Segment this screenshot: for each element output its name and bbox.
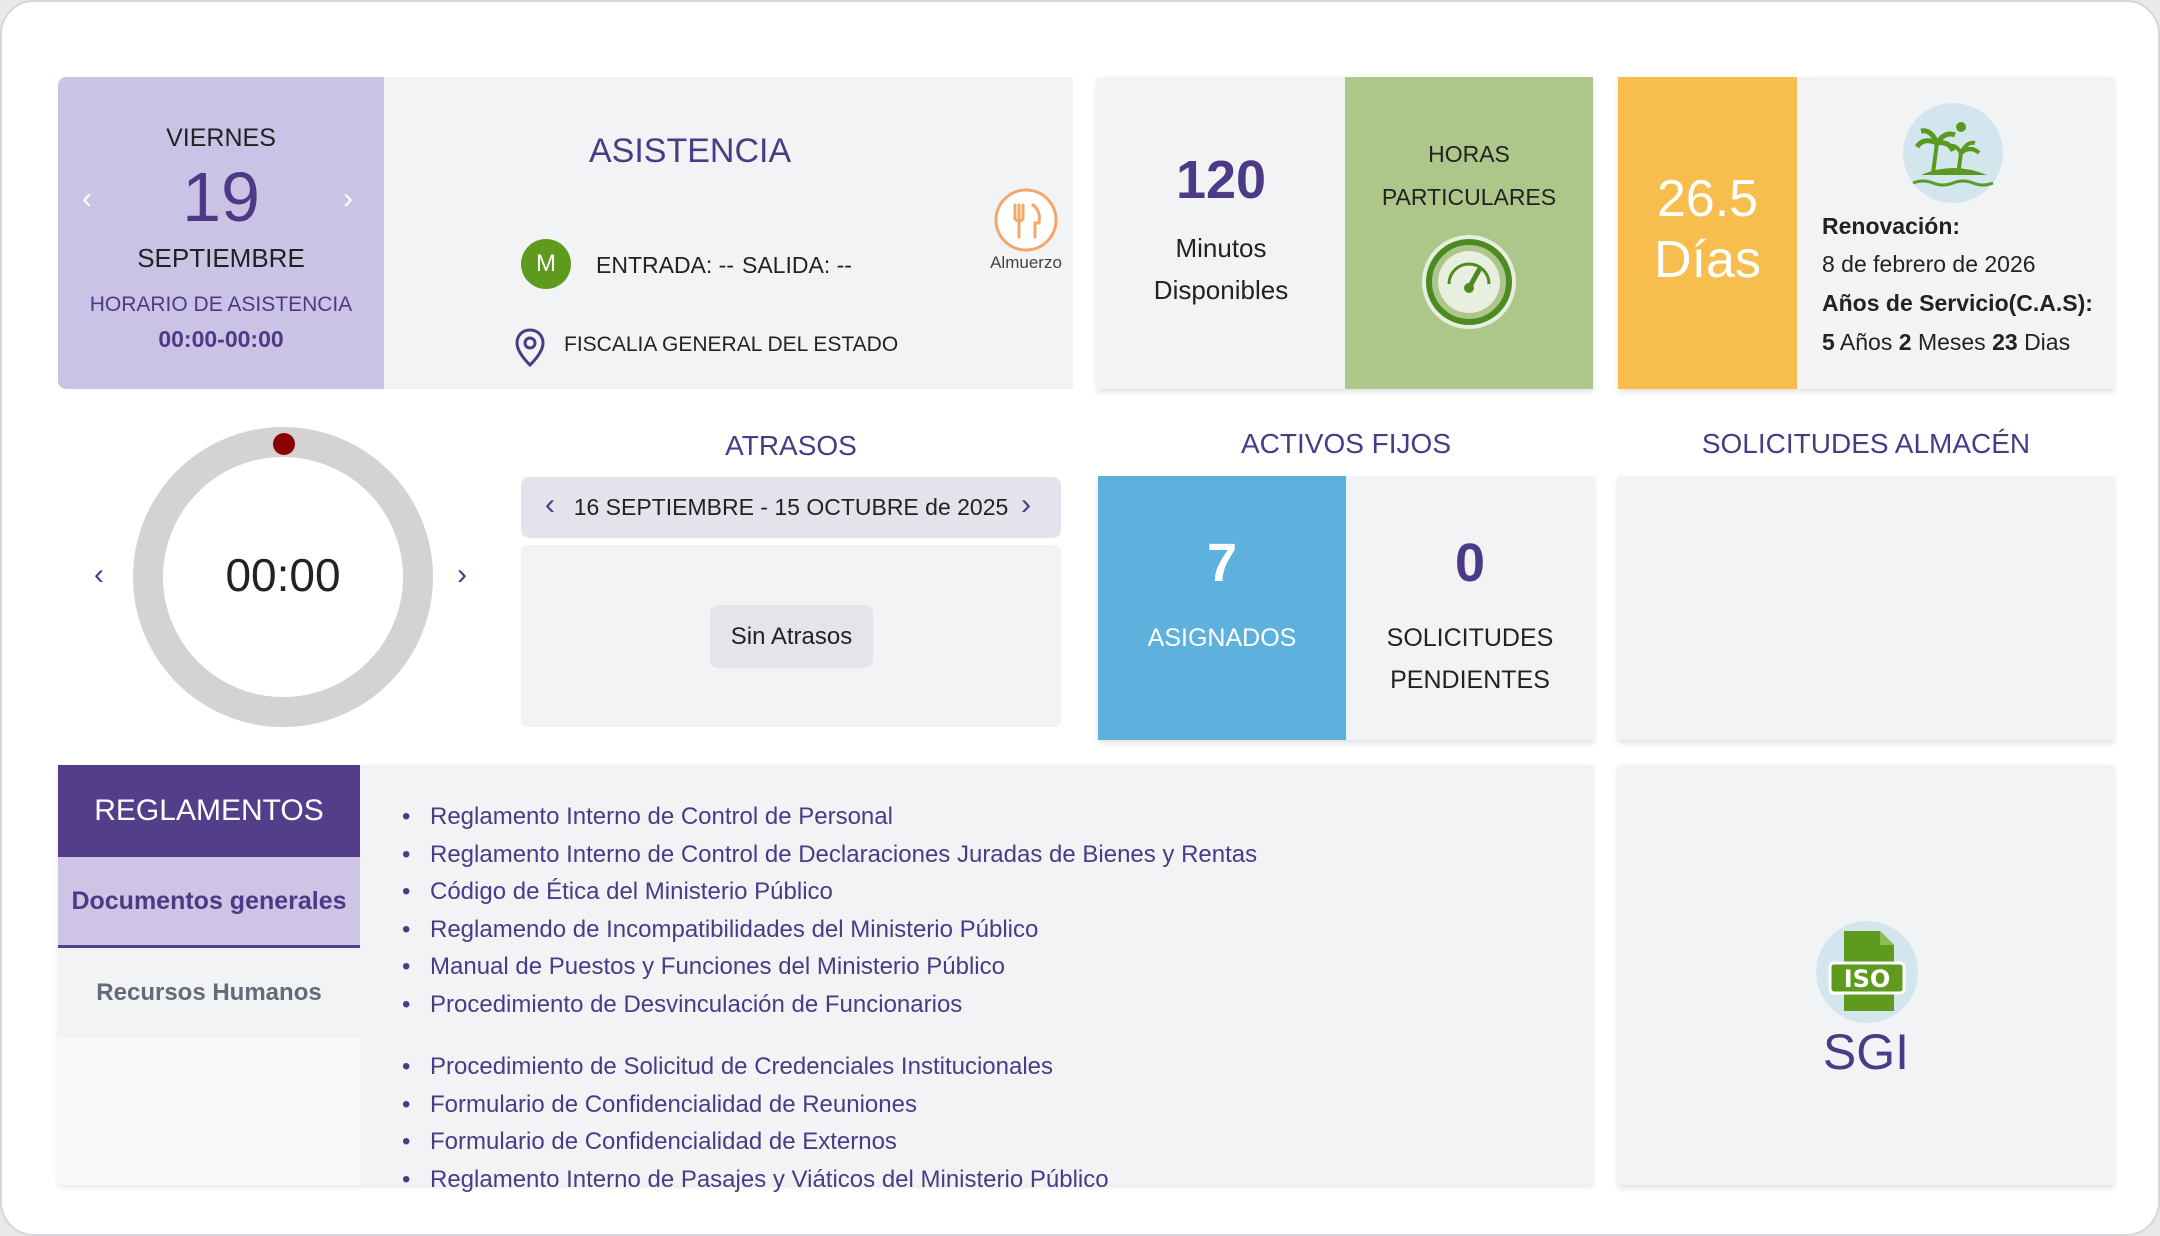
sgi-label: SGI — [1822, 1024, 1910, 1080]
hours-card — [1097, 77, 1593, 389]
reglamentos-card — [58, 765, 1593, 1193]
sgi-card[interactable] — [1618, 765, 2114, 1185]
assigned-label: ASIGNADOS — [1147, 624, 1297, 652]
chevron-left-icon: ‹ — [82, 182, 92, 215]
tab-documentos-generales[interactable]: Documentos generales — [58, 857, 360, 948]
service-days: 23 — [1992, 329, 2018, 355]
document-link[interactable]: • Reglamendo de Incompatibilidades del Ministerio Público — [404, 911, 1257, 949]
document-list-group1 — [404, 798, 1257, 1023]
document-link[interactable]: • Procedimiento de Solicitud de Credenciales Institucionales — [404, 1048, 1109, 1086]
timer-value: 00:00 — [225, 549, 341, 601]
document-link[interactable]: • Procedimiento de Desvinculación de Funcionarios — [404, 986, 1257, 1024]
vacation-card — [1618, 77, 2114, 389]
chevron-right-icon: › — [1021, 488, 1031, 521]
document-link[interactable]: • Manual de Puestos y Funciones del Ministerio Público — [404, 948, 1257, 986]
chevron-right-icon: › — [343, 182, 353, 215]
schedule-value: 00:00-00:00 — [158, 326, 284, 352]
tab-recursos-humanos[interactable]: Recursos Humanos — [58, 948, 360, 1038]
speedometer-icon — [1419, 232, 1519, 332]
service-years-word: Años — [1839, 329, 1893, 355]
activos-card — [1098, 476, 1594, 740]
renewal-label: Renovación: — [1822, 213, 1961, 239]
document-link[interactable]: • Formulario de Confidencialidad de Externos — [404, 1123, 1109, 1161]
service-years: 5 — [1822, 329, 1835, 355]
attendance-title: ASISTENCIA — [589, 132, 792, 170]
document-list-group2 — [404, 1048, 1109, 1198]
document-link[interactable]: • Reglamento Interno de Control de Personal — [404, 798, 1257, 836]
day-number: 19 — [182, 158, 260, 236]
assigned-value: 7 — [1206, 533, 1238, 593]
hours-title-line2: PARTICULARES — [1381, 184, 1557, 210]
chevron-left-icon: ‹ — [545, 488, 555, 521]
atrasos-next-button[interactable] — [1021, 490, 1031, 520]
weekday-label: VIERNES — [166, 124, 276, 152]
entry-time: ENTRADA: -- — [596, 252, 734, 278]
timer-prev-button[interactable] — [94, 560, 104, 590]
minutes-line2: Disponibles — [1153, 275, 1289, 305]
chevron-left-icon: ‹ — [94, 558, 104, 591]
atrasos-period-bar — [521, 477, 1061, 538]
fork-knife-icon[interactable] — [993, 187, 1059, 253]
hours-title-line1: HORAS — [1428, 141, 1510, 167]
vacation-days-value: 26.5 — [1656, 170, 1759, 228]
almacen-card — [1618, 476, 2114, 740]
exit-time: SALIDA: -- — [742, 252, 852, 278]
reglamentos-sidebar — [58, 765, 360, 1185]
vacation-days-panel — [1618, 77, 1797, 389]
hours-particulares-panel[interactable] — [1345, 77, 1593, 389]
service-duration — [1822, 329, 2070, 356]
almacen-title: SOLICITUDES ALMACÉN — [1701, 428, 2031, 459]
pending-value: 0 — [1454, 533, 1486, 593]
map-pin-icon — [514, 328, 546, 368]
iso-document-icon — [1816, 921, 1918, 1023]
location-label: FISCALIA GENERAL DEL ESTADO — [564, 333, 899, 356]
iso-badge-text: ISO — [1843, 965, 1891, 993]
next-day-button[interactable] — [343, 184, 353, 214]
atrasos-title: ATRASOS — [725, 430, 857, 461]
document-link[interactable]: • Reglamento Interno de Pasajes y Viáticos del Ministerio Público — [404, 1161, 1109, 1199]
schedule-label: HORARIO DE ASISTENCIA — [89, 293, 353, 316]
vacation-days-unit: Días — [1654, 231, 1761, 289]
activos-pending-panel[interactable] — [1346, 476, 1594, 740]
atrasos-content — [521, 545, 1061, 727]
activos-title: ACTIVOS FIJOS — [1240, 428, 1452, 459]
activos-assigned-panel[interactable] — [1098, 476, 1346, 740]
document-link[interactable]: • Reglamento Interno de Control de Declaraciones Juradas de Bienes y Rentas — [404, 836, 1257, 874]
document-link[interactable]: • Código de Ética del Ministerio Público — [404, 873, 1257, 911]
month-label: SEPTIEMBRE — [137, 243, 305, 273]
shift-badge: M — [521, 239, 571, 289]
atrasos-range: 16 SEPTIEMBRE - 15 OCTUBRE de 2025 — [573, 494, 1009, 520]
sin-atrasos-button[interactable]: Sin Atrasos — [710, 605, 873, 668]
pending-line1: SOLICITUDES — [1386, 624, 1554, 652]
pending-line2: PENDIENTES — [1390, 666, 1550, 694]
prev-day-button[interactable] — [82, 184, 92, 214]
chevron-right-icon: › — [457, 558, 467, 591]
palm-island-icon — [1903, 103, 2003, 203]
document-link[interactable]: • Formulario de Confidencialidad de Reuniones — [404, 1086, 1109, 1124]
timer-ring — [132, 426, 434, 728]
timer-next-button[interactable] — [457, 560, 467, 590]
service-months: 2 — [1898, 329, 1912, 355]
minutes-value: 120 — [1175, 150, 1267, 210]
service-days-word: Dias — [2024, 329, 2071, 355]
lunch-label: Almuerzo — [990, 253, 1062, 272]
reglamentos-title: REGLAMENTOS — [58, 765, 360, 857]
date-card — [58, 77, 384, 389]
atrasos-prev-button[interactable] — [545, 490, 555, 520]
renewal-date: 8 de febrero de 2026 — [1822, 251, 2036, 277]
minutes-line1: Minutos — [1175, 233, 1267, 263]
service-months-word: Meses — [1917, 329, 1986, 355]
service-label: Años de Servicio(C.A.S): — [1822, 290, 2093, 316]
attendance-card — [384, 77, 1073, 389]
